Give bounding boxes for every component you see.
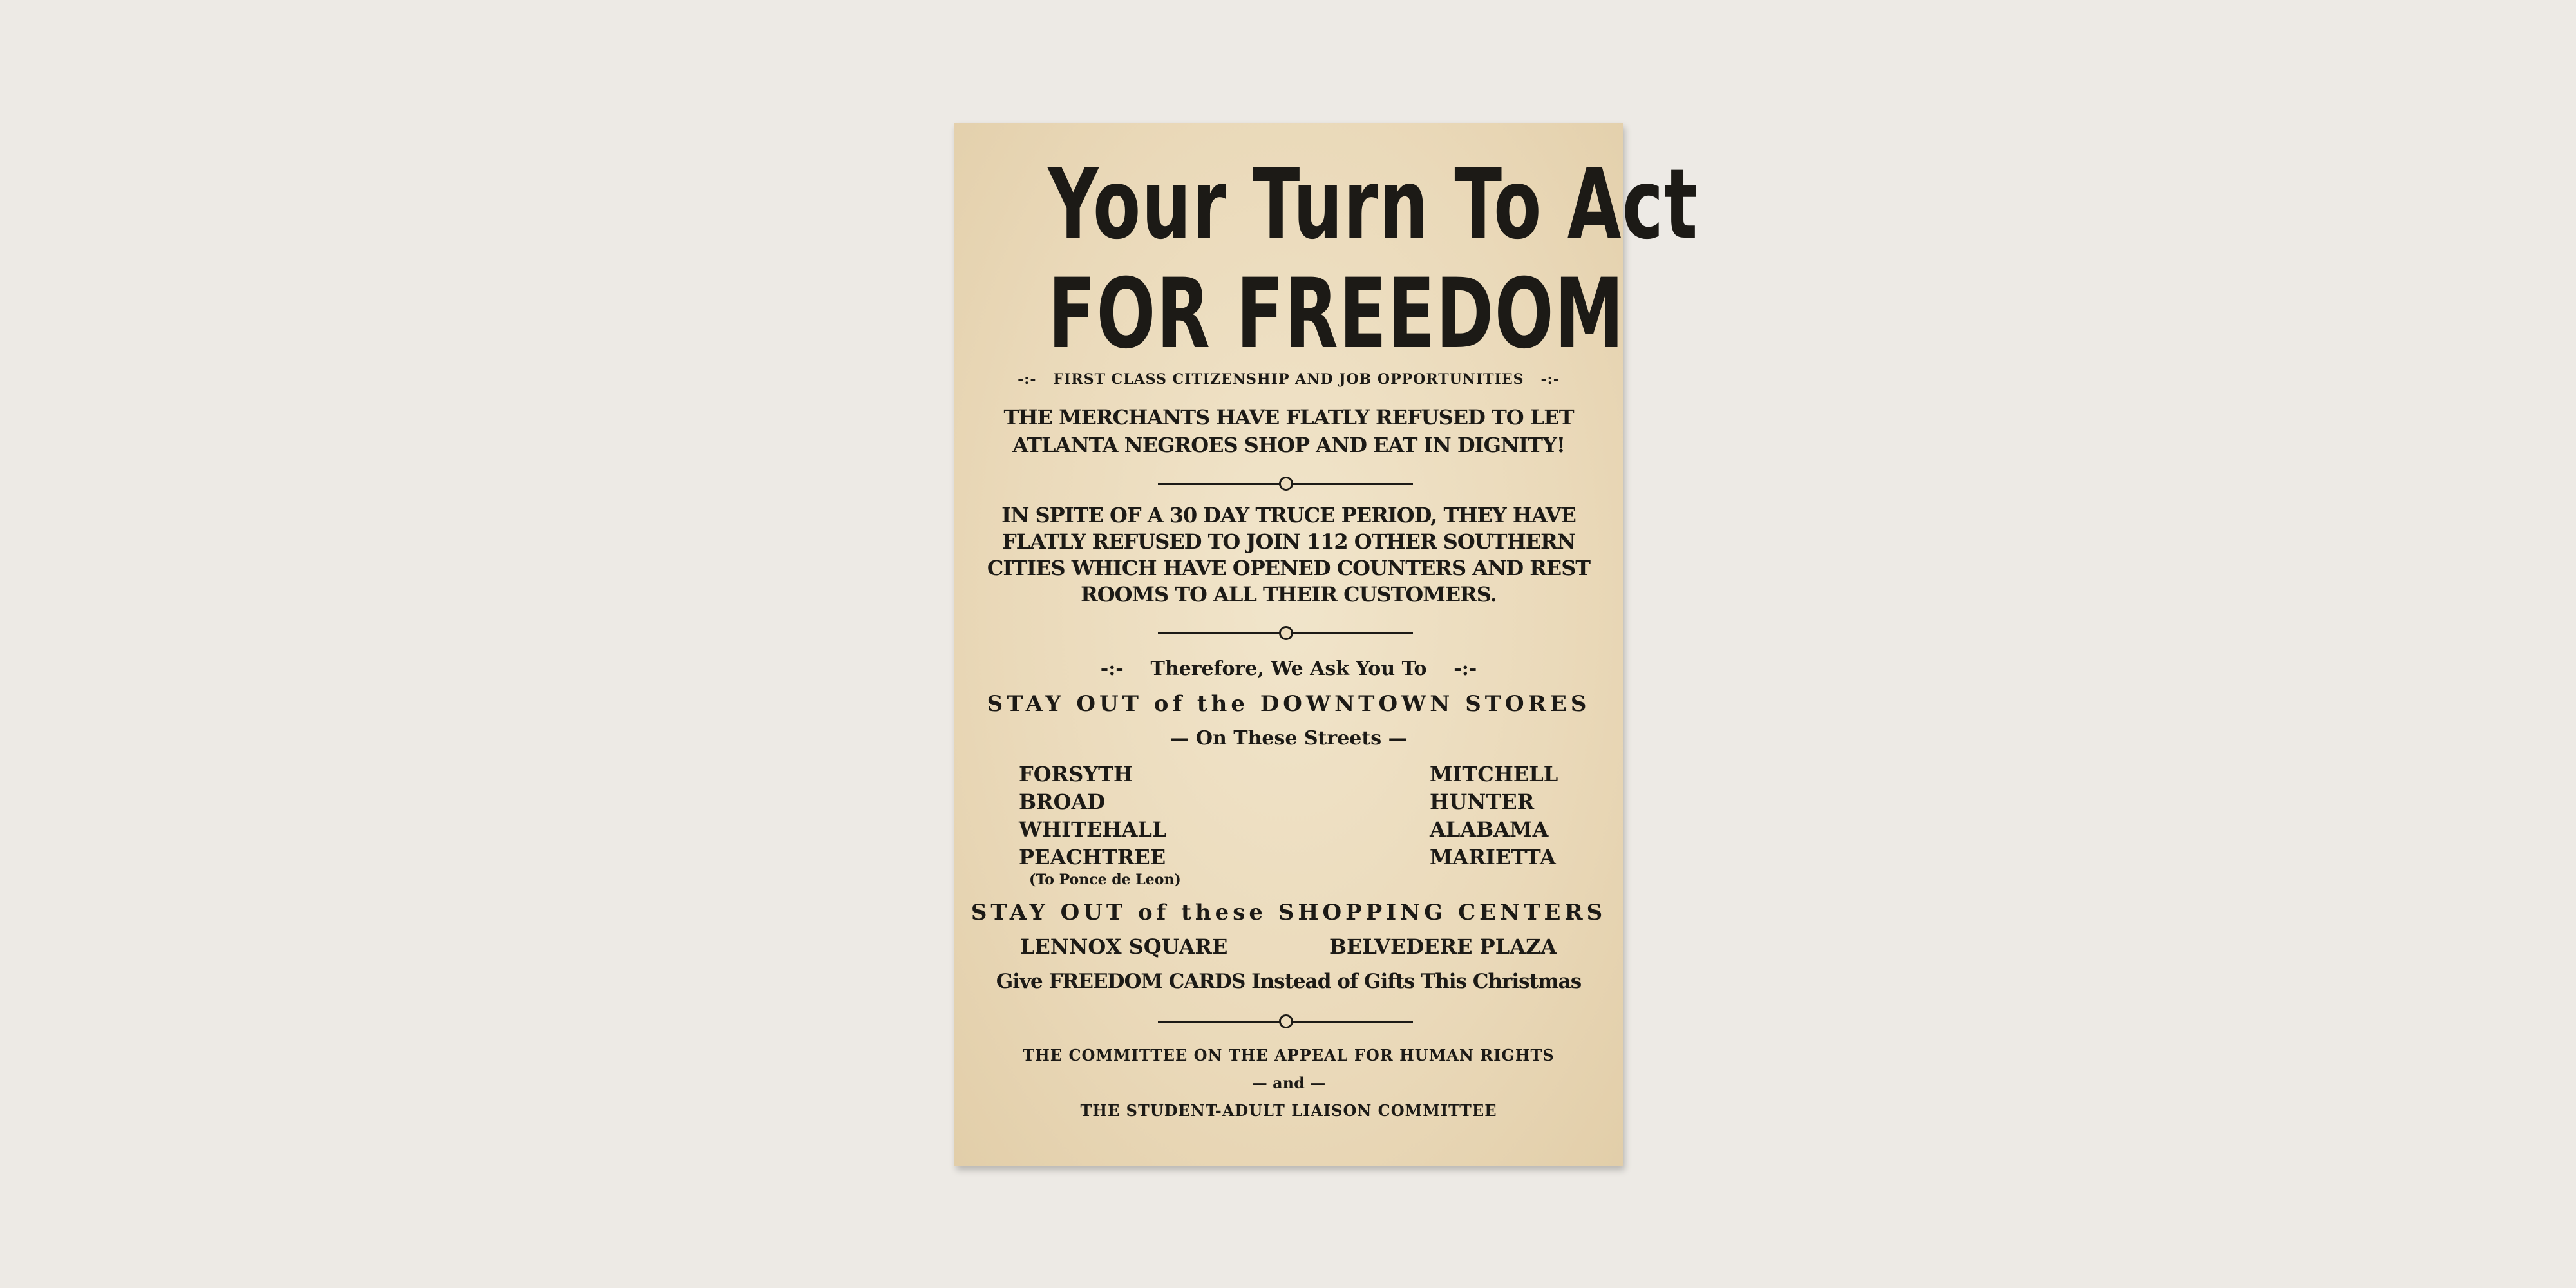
street-list-left (1019, 761, 1166, 871)
ornament-right: -:- (1454, 658, 1477, 680)
and-line: — and — (1251, 1074, 1326, 1092)
paragraph-2-line-3: CITIES WHICH HAVE OPENED COUNTERS AND REST (987, 556, 1591, 580)
tagline-text: FIRST CLASS CITIZENSHIP AND JOB OPPORTUNITIES (1053, 371, 1524, 388)
divider-ring (1279, 477, 1293, 491)
divider-3 (1158, 1012, 1413, 1031)
tagline (954, 371, 1623, 388)
street-whitehall: WHITEHALL (1019, 817, 1167, 842)
ornament-left: -:- (1100, 658, 1124, 680)
headline-line-2: FOR FREEDOM (1048, 258, 1625, 370)
on-these-streets: — On These Streets — (1170, 727, 1408, 750)
divider-ring (1279, 626, 1293, 640)
ornament-left: -:- (1018, 371, 1037, 388)
stay-out-centers: STAY OUT of these SHOPPING CENTERS (971, 900, 1607, 925)
street-mitchell: MITCHELL (1430, 762, 1558, 786)
street-list-right (1430, 761, 1558, 871)
center-belvedere: BELVEDERE PLAZA (1329, 934, 1557, 959)
committee-line-2: THE STUDENT-ADULT LIAISON COMMITTEE (1080, 1101, 1497, 1120)
therefore-text: Therefore, We Ask You To (1150, 658, 1427, 680)
divider-1 (1158, 474, 1413, 493)
peachtree-note: (To Ponce de Leon) (1029, 871, 1181, 888)
street-marietta: MARIETTA (1430, 845, 1556, 869)
headline-line-1: Your Turn To Act (1048, 149, 1699, 261)
stay-out-stores: STAY OUT of the DOWNTOWN STORES (987, 691, 1591, 717)
paragraph-2-line-1: IN SPITE OF A 30 DAY TRUCE PERIOD, THEY HAVE (1001, 503, 1576, 527)
freedom-cards-line: Give FREEDOM CARDS Instead of Gifts This Christmas (996, 970, 1582, 993)
therefore-line (954, 658, 1623, 680)
center-lennox: LENNOX SQUARE (1020, 934, 1228, 959)
paragraph-1-line-1: THE MERCHANTS HAVE FLATLY REFUSED TO LET (1003, 405, 1574, 430)
paragraph-2-line-4: ROOMS TO ALL THEIR CUSTOMERS. (1081, 582, 1497, 607)
street-forsyth: FORSYTH (1019, 762, 1133, 786)
street-hunter: HUNTER (1430, 790, 1535, 814)
divider-2 (1158, 623, 1413, 643)
paragraph-2-line-2: FLATLY REFUSED TO JOIN 112 OTHER SOUTHERN (1002, 529, 1575, 554)
freedom-flyer (954, 123, 1699, 1166)
street-peachtree: PEACHTREE (1019, 845, 1166, 869)
paragraph-1-line-2: ATLANTA NEGROES SHOP AND EAT IN DIGNITY! (1012, 433, 1565, 457)
committee-line-1: THE COMMITTEE ON THE APPEAL FOR HUMAN RIGHTS (1023, 1046, 1555, 1065)
street-broad: BROAD (1019, 790, 1106, 814)
street-alabama: ALABAMA (1430, 817, 1549, 842)
divider-ring (1279, 1014, 1293, 1028)
ornament-right: -:- (1540, 371, 1560, 388)
